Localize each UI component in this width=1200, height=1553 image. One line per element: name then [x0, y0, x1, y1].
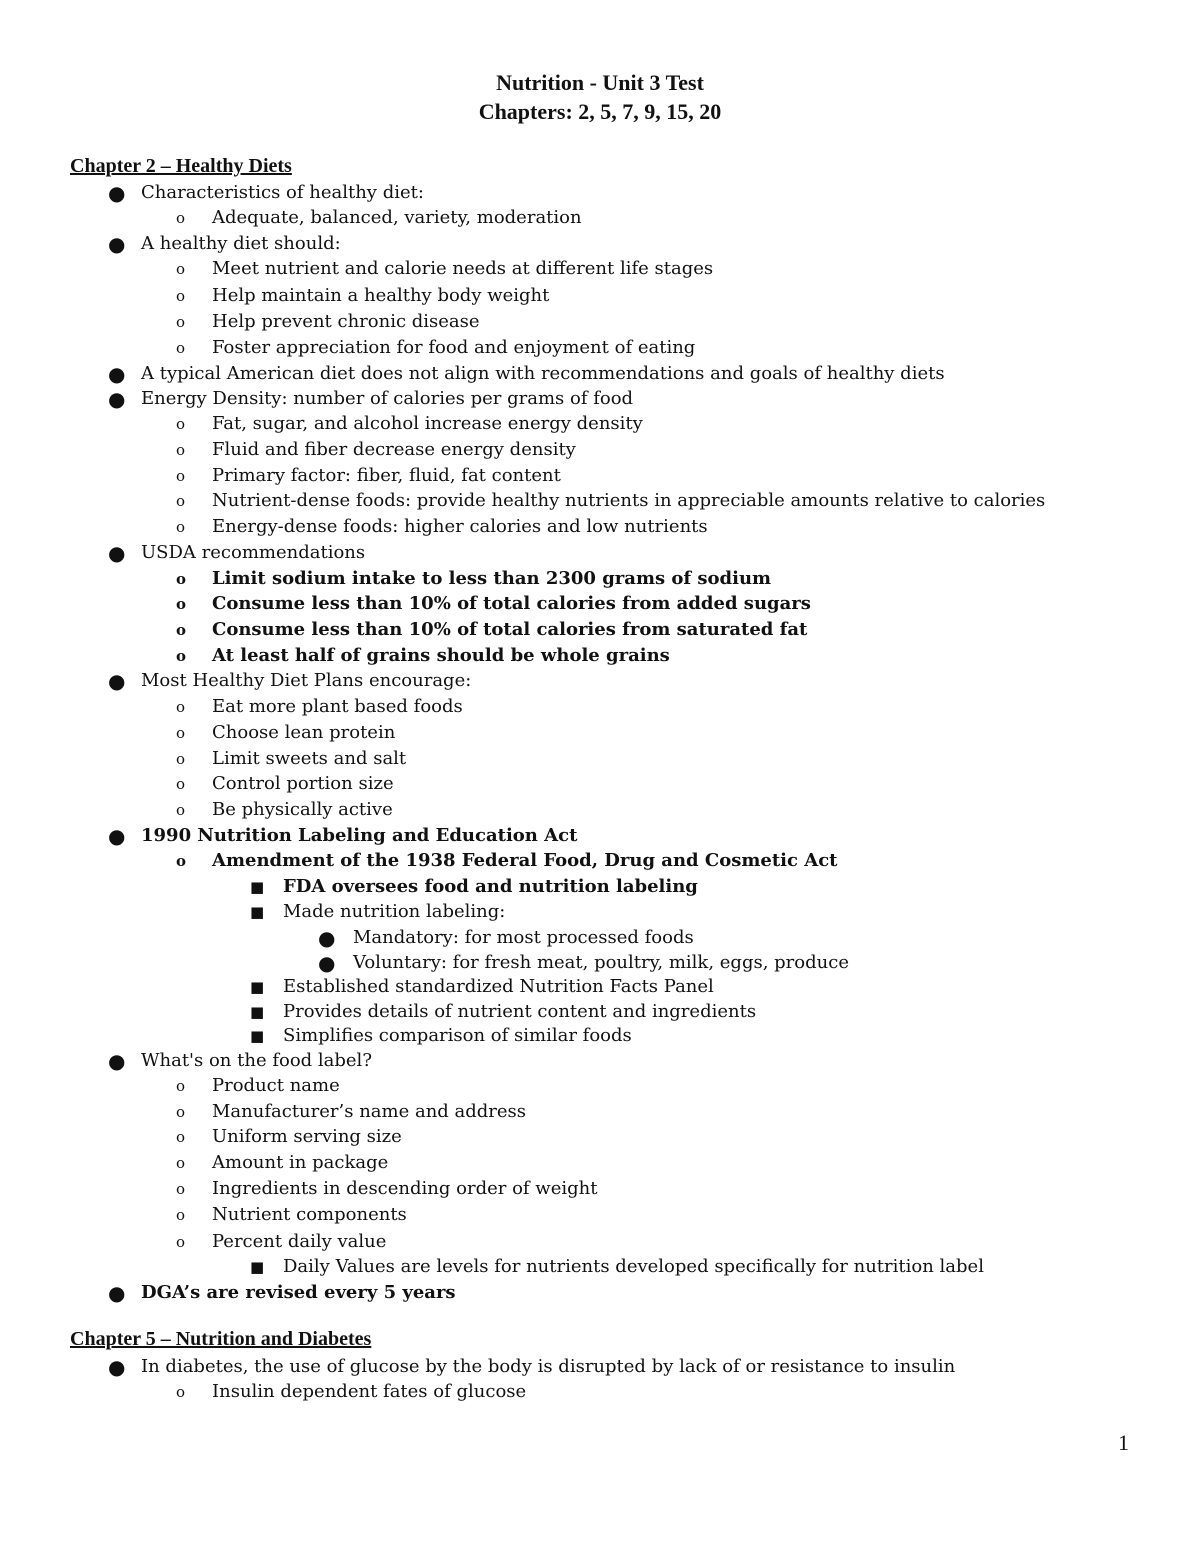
list-item-text: In diabetes, the use of glucose by the body is disrupted by lack of or resistance to insulin [141, 1356, 956, 1377]
bullet-marker: o [176, 852, 187, 870]
bullet-marker: ● [108, 541, 126, 565]
bullet-marker: o [176, 570, 187, 588]
bullet-marker: ■ [250, 978, 265, 996]
bullet-marker: ● [108, 1049, 126, 1073]
bullet-marker: ■ [250, 903, 265, 921]
list-item-text: Energy Density: number of calories per grams of food [141, 388, 634, 409]
list-item-text: Voluntary: for fresh meat, poultry, milk, eggs, produce [353, 952, 849, 973]
list-item-text: DGA’s are revised every 5 years [141, 1282, 456, 1303]
list-item-text: Help prevent chronic disease [212, 311, 480, 332]
list-item-text: Simplifies comparison of similar foods [283, 1025, 632, 1046]
bullet-marker: ● [318, 926, 336, 950]
list-item-text: Provides details of nutrient content and ingredients [283, 1001, 757, 1022]
bullet-marker: o [176, 518, 186, 536]
bullet-marker: ● [108, 232, 126, 256]
list-item-text: 1990 Nutrition Labeling and Education Act [141, 825, 578, 846]
bullet-marker: o [176, 1206, 186, 1224]
list-item-text: Nutrient-dense foods: provide healthy nutrients in appreciable amounts relative to calories [212, 490, 1046, 511]
list-item-text: A typical American diet does not align with recommendations and goals of healthy diets [141, 363, 945, 384]
bullet-marker: o [176, 724, 186, 742]
list-item-text: What's on the food label? [141, 1050, 372, 1071]
bullet-marker: o [176, 339, 186, 357]
list-item-text: Established standardized Nutrition Facts Panel [283, 976, 714, 997]
bullet-marker: o [176, 467, 186, 485]
list-item-text: Fluid and fiber decrease energy density [212, 439, 576, 460]
list-item-text: Foster appreciation for food and enjoyment of eating [212, 337, 696, 358]
bullet-marker: o [176, 1077, 186, 1095]
bullet-marker: ■ [250, 1003, 265, 1021]
list-item-text: Most Healthy Diet Plans encourage: [141, 670, 472, 691]
bullet-marker: ● [108, 387, 126, 411]
list-item-text: Fat, sugar, and alcohol increase energy density [212, 413, 643, 434]
bullet-marker: ● [318, 951, 336, 975]
bullet-marker: ● [108, 824, 126, 848]
bullet-marker: o [176, 260, 186, 278]
list-item-text: Daily Values are levels for nutrients developed specifically for nutrition label [283, 1256, 984, 1277]
bullet-marker: o [176, 209, 186, 227]
bullet-marker: o [176, 1233, 186, 1251]
list-item-text: A healthy diet should: [141, 233, 341, 254]
list-item-text: FDA oversees food and nutrition labeling [283, 876, 698, 897]
bullet-marker: o [176, 750, 186, 768]
list-item-text: Limit sweets and salt [212, 748, 407, 769]
bullet-marker: o [176, 1383, 186, 1401]
list-item-text: Manufacturer’s name and address [212, 1101, 527, 1122]
list-item-text: Primary factor: fiber, fluid, fat content [212, 465, 561, 486]
bullet-marker: o [176, 801, 186, 819]
bullet-marker: o [176, 595, 187, 613]
bullet-marker: ● [108, 1281, 126, 1305]
list-item-text: Energy-dense foods: higher calories and low nutrients [212, 516, 708, 537]
list-item-text: Amount in package [212, 1152, 389, 1173]
bullet-marker: o [176, 1180, 186, 1198]
bullet-marker: ■ [250, 878, 265, 896]
list-item-text: Adequate, balanced, variety, moderation [212, 207, 582, 228]
bullet-marker: o [176, 698, 186, 716]
bullet-marker: o [176, 415, 186, 433]
bullet-marker: o [176, 313, 186, 331]
list-item-text: At least half of grains should be whole grains [212, 645, 670, 666]
list-item-text: USDA recommendations [141, 542, 366, 563]
bullet-marker: ■ [250, 1258, 265, 1276]
bullet-marker: ● [108, 1355, 126, 1379]
bullet-marker: o [176, 441, 186, 459]
list-item-text: Choose lean protein [212, 722, 396, 743]
bullet-marker: ■ [250, 1027, 265, 1045]
list-item-text: Be physically active [212, 799, 393, 820]
list-item-text: Uniform serving size [212, 1126, 402, 1147]
bullet-marker: o [176, 1103, 186, 1121]
list-item-text: Amendment of the 1938 Federal Food, Drug and Cosmetic Act [212, 850, 838, 871]
list-item-text: Consume less than 10% of total calories from saturated fat [212, 619, 808, 640]
chapter-5-heading: Chapter 5 – Nutrition and Diabetes [70, 1328, 372, 1350]
list-item-text: Mandatory: for most processed foods [353, 927, 694, 948]
list-item-text: Percent daily value [212, 1231, 387, 1252]
list-item-text: Consume less than 10% of total calories from added sugars [212, 593, 811, 614]
page-number: 1 [1118, 1430, 1129, 1455]
list-item-text: Meet nutrient and calorie needs at different life stages [212, 258, 714, 279]
bullet-marker: o [176, 621, 187, 639]
list-item-text: Eat more plant based foods [212, 696, 463, 717]
list-item-text: Characteristics of healthy diet: [141, 182, 424, 203]
list-item-text: Made nutrition labeling: [283, 901, 506, 922]
list-item-text: Insulin dependent fates of glucose [212, 1381, 527, 1402]
list-item-text: Control portion size [212, 773, 394, 794]
document-subtitle: Chapters: 2, 5, 7, 9, 15, 20 [478, 99, 722, 124]
bullet-marker: ● [108, 181, 126, 205]
list-item-text: Nutrient components [212, 1204, 407, 1225]
list-item-text: Help maintain a healthy body weight [212, 285, 550, 306]
list-item-text: Product name [212, 1075, 340, 1096]
chapter-2-heading: Chapter 2 – Healthy Diets [70, 155, 292, 177]
list-item-text: Limit sodium intake to less than 2300 grams of sodium [212, 568, 772, 589]
bullet-marker: o [176, 647, 187, 665]
bullet-marker: o [176, 1128, 186, 1146]
bullet-marker: o [176, 287, 186, 305]
bullet-marker: o [176, 492, 186, 510]
document-title: Nutrition - Unit 3 Test [496, 70, 704, 95]
bullet-marker: o [176, 775, 186, 793]
list-item-text: Ingredients in descending order of weight [212, 1178, 598, 1199]
bullet-marker: ● [108, 362, 126, 386]
bullet-marker: o [176, 1154, 186, 1172]
bullet-marker: ● [108, 669, 126, 693]
